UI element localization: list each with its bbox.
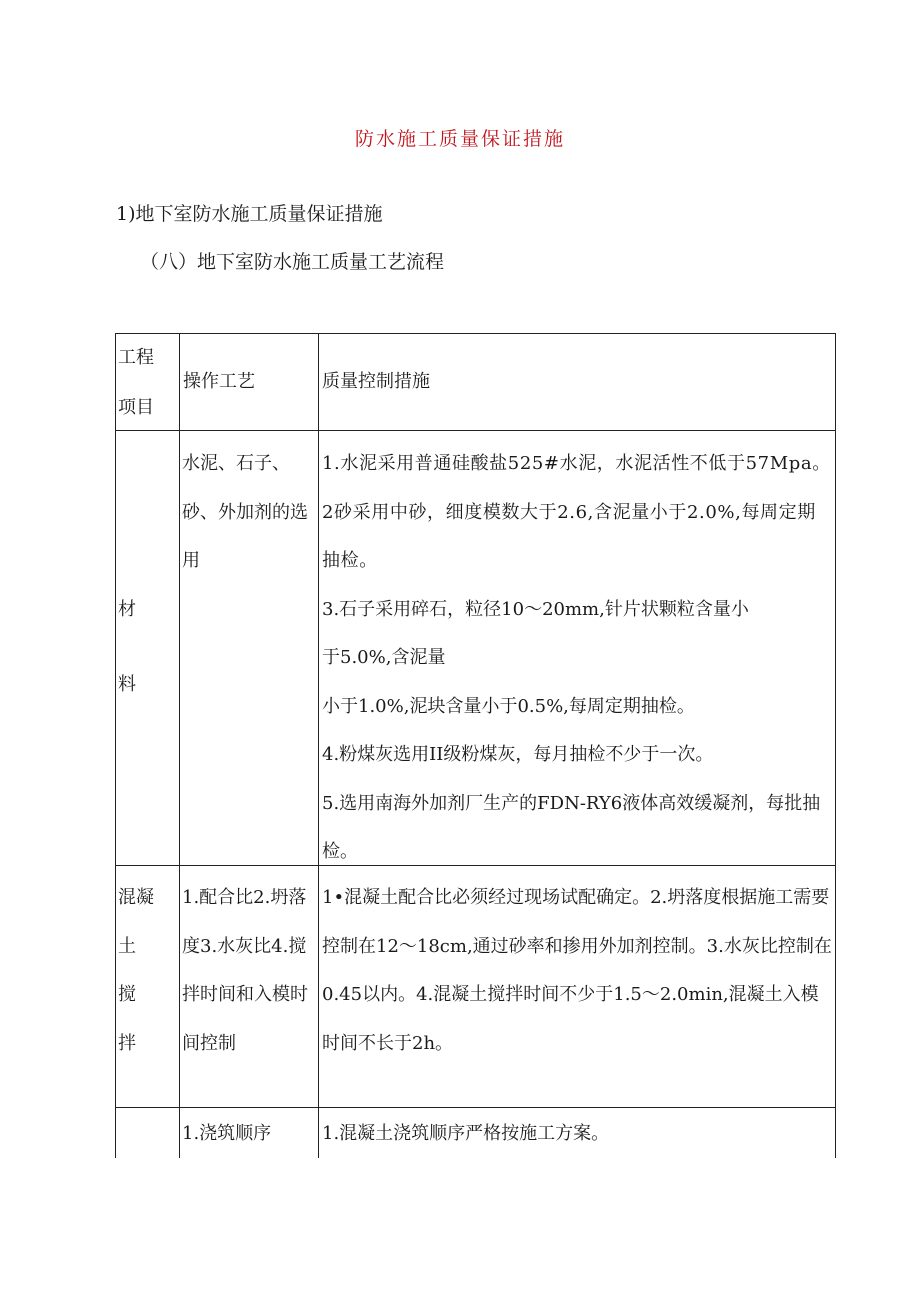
row-project-label: 土	[118, 935, 136, 957]
measure-item: 4.粉煤灰选用II级粉煤灰，每月抽检不少于一次。	[322, 744, 714, 765]
header-project-line: 工程	[118, 347, 154, 368]
row-project	[118, 874, 178, 1068]
measure-item: 5.选用南海外加剂厂生产的FDN-RY6液体高效缓凝剂，每批抽检。	[322, 792, 821, 862]
row-process: 1.配合比2.坍落度3.水灰比4.搅拌时间和入模时间控制	[182, 887, 308, 1054]
row-project-label: 搅	[118, 984, 136, 1005]
table-row-line	[115, 430, 836, 431]
header-measures: 质量控制措施	[322, 371, 430, 392]
row-process: 1.浇筑顺序	[182, 1123, 272, 1144]
header-project	[118, 333, 178, 433]
table-border-right	[835, 333, 836, 1158]
measure-item: 1.水泥采用普通硅酸盐525#水泥，水泥活性不低于57Mpa。2砂采用中砂，细度模数大于2.6,含泥量小于2.0%,每周定期抽检。	[322, 453, 831, 571]
row-measures: 1•混凝土配合比必须经过现场试配确定。2.坍落度根据施工需要控制在12～18cm,通过砂率和掺用外加剂控制。3.水灰比控制在0.45以内。4.混凝土搅拌时间不少于1.5～2.0min,混凝土入模时间不长于2h。	[322, 887, 832, 1054]
table-row-line	[115, 1107, 836, 1108]
table-border-left	[115, 333, 116, 1158]
row-project-label: 材	[118, 599, 136, 620]
subsection-heading: （八）地下室防水施工质量工艺流程	[140, 251, 445, 273]
row-project-label: 料	[118, 674, 136, 695]
header-process: 操作工艺	[183, 371, 255, 392]
table-border-top	[115, 333, 836, 334]
header-project-line: 项目	[118, 397, 154, 418]
table-divider-1	[179, 333, 180, 1158]
table-divider-2	[318, 333, 319, 1158]
measure-item: 小于1.0%,泥块含量小于0.5%,每周定期抽检。	[322, 695, 695, 717]
row-process: 水泥、石子、砂、外加剂的选用	[182, 453, 308, 571]
document-title: 防水施工质量保证措施	[354, 128, 565, 150]
row-project-label: 拌	[118, 1032, 136, 1054]
row-measures	[322, 440, 834, 877]
row-project-label: 混凝	[118, 887, 154, 908]
section-heading: 1)地下室防水施工质量保证措施	[116, 203, 383, 225]
row-measures: 1.混凝土浇筑顺序严格按施工方案。	[322, 1123, 610, 1144]
measure-item: 于5.0%,含泥量	[322, 647, 446, 668]
measure-item: 3.石子采用碎石，粒径10～20mm,针片状颗粒含量小	[322, 598, 749, 620]
